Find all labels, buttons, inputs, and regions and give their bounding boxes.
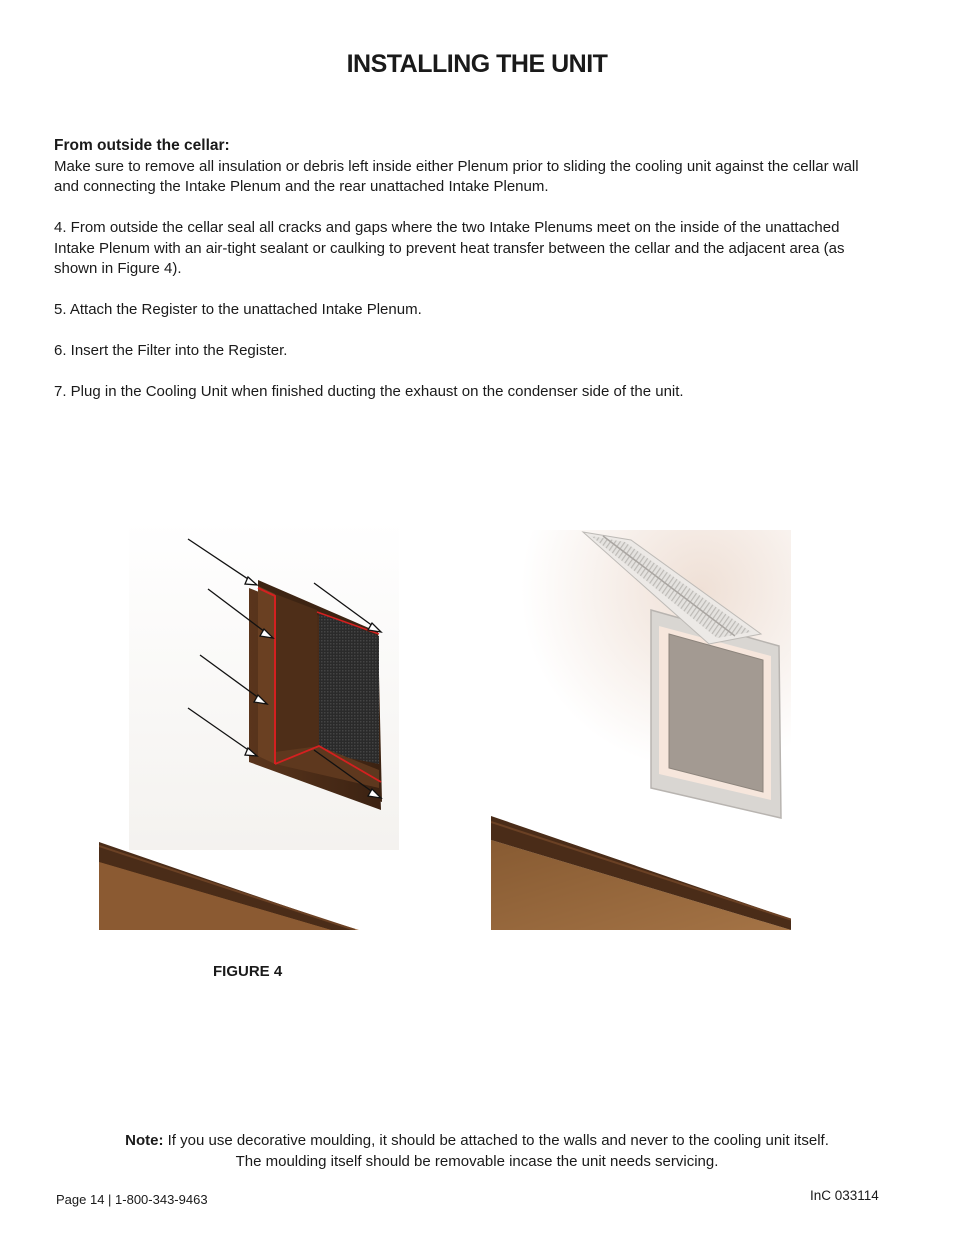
step-7: 7. Plug in the Cooling Unit when finished ducting the exhaust on the condenser side of the unit.: [54, 383, 684, 400]
page-title: INSTALLING THE UNIT: [346, 50, 608, 78]
step-4: 4. From outside the cellar seal all cracks and gaps where the two Intake Plenums meet on the inside of the unattached Intake Plenum with an air-tight sealant or caulking to prevent heat transfer between the cellar and the adjacent area (as shown in Figure 4).: [54, 219, 845, 277]
intro-paragraph: Make sure to remove all insulation or debris left inside either Plenum prior to sliding the cooling unit against the cellar wall and connecting the Intake Plenum and the rear unattached Intake Plenum.: [54, 157, 859, 195]
note-block: [0, 1131, 954, 1172]
section-heading: From outside the cellar:: [54, 137, 230, 154]
note-line-2: The moulding itself should be removable incase the unit needs servicing.: [235, 1152, 719, 1170]
figure-label: FIGURE 4: [213, 963, 283, 980]
figure-plenum-illustration: [99, 520, 399, 930]
footer-page-info: Page 14 | 1-800-343-9463: [56, 1192, 208, 1207]
step-6: 6. Insert the Filter into the Register.: [54, 342, 288, 359]
footer-document-code: InC 033114: [810, 1188, 879, 1203]
note-line-1: If you use decorative moulding, it should be attached to the walls and never to the cooling unit itself.: [163, 1132, 829, 1149]
figure-register-illustration: [491, 530, 791, 930]
step-5: 5. Attach the Register to the unattached Intake Plenum.: [54, 301, 422, 318]
note-label: Note:: [125, 1132, 164, 1149]
instructions: [54, 136, 884, 423]
